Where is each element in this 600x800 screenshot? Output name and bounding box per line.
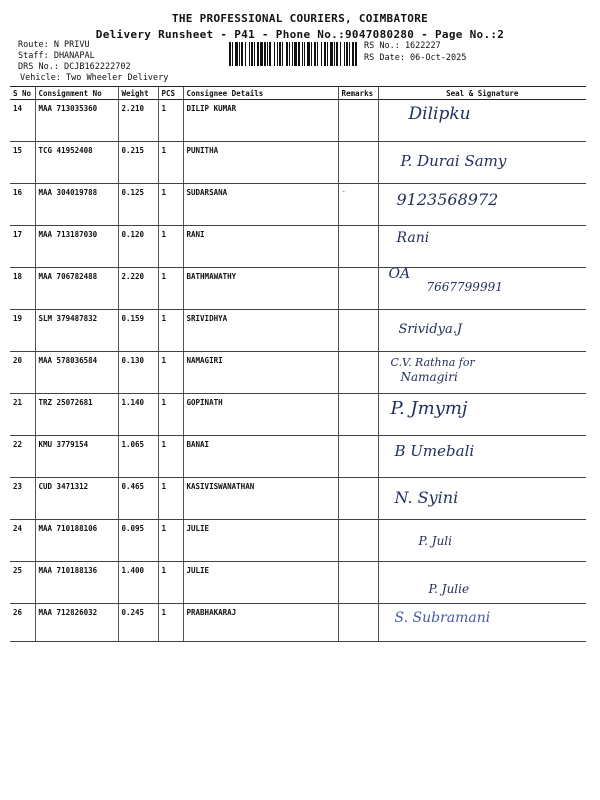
table-row — [10, 562, 586, 604]
table-row — [10, 394, 586, 436]
col-header-sno: S No — [10, 87, 35, 100]
cell-weight: 0.215 — [118, 142, 158, 184]
cell-pcs: 1 — [158, 478, 183, 520]
cell-remarks — [338, 394, 378, 436]
cell-pcs: 1 — [158, 394, 183, 436]
cell-consignee: SRIVIDHYA — [183, 310, 338, 352]
cell-remarks — [338, 604, 378, 642]
cell-pcs: 1 — [158, 352, 183, 394]
document-title: THE PROFESSIONAL COURIERS, COIMBATORE — [171, 12, 429, 25]
cell-remarks — [338, 520, 378, 562]
handwritten-signature: Namagiri — [400, 370, 458, 384]
cell-remarks: - — [338, 184, 378, 226]
signature-cell — [378, 394, 586, 436]
cell-pcs: 1 — [158, 226, 183, 268]
staff-label: Staff: DHANAPAL — [18, 51, 95, 61]
cell-sno: 14 — [10, 100, 35, 142]
table-row — [10, 604, 586, 642]
cell-consignee: SUDARSANA — [183, 184, 338, 226]
handwritten-signature: OA — [388, 266, 411, 282]
cell-consignment: SLM 379487832 — [35, 310, 118, 352]
cell-pcs: 1 — [158, 310, 183, 352]
cell-weight: 2.220 — [118, 268, 158, 310]
cell-sno: 21 — [10, 394, 35, 436]
cell-sno: 23 — [10, 478, 35, 520]
handwritten-signature: P. Durai Samy — [400, 152, 507, 170]
cell-consignee: RANI — [183, 226, 338, 268]
table-row — [10, 184, 586, 226]
cell-pcs: 1 — [158, 520, 183, 562]
cell-consignee: BANAI — [183, 436, 338, 478]
cell-consignment: MAA 710188136 — [35, 562, 118, 604]
cell-consignee: JULIE — [183, 520, 338, 562]
cell-consignee: KASIVISWANATHAN — [183, 478, 338, 520]
cell-remarks — [338, 436, 378, 478]
cell-sno: 25 — [10, 562, 35, 604]
handwritten-signature: Srividya.J — [398, 322, 463, 337]
cell-consignee: DILIP KUMAR — [183, 100, 338, 142]
cell-consignment: KMU 3779154 — [35, 436, 118, 478]
cell-weight: 0.125 — [118, 184, 158, 226]
cell-remarks — [338, 226, 378, 268]
barcode — [229, 42, 357, 66]
table-row — [10, 352, 586, 394]
cell-pcs: 1 — [158, 436, 183, 478]
cell-pcs: 1 — [158, 100, 183, 142]
table-row — [10, 478, 586, 520]
rs-date: RS Date: 06-Oct-2025 — [364, 53, 467, 63]
table-row — [10, 226, 586, 268]
col-header-weight: Weight — [118, 87, 158, 100]
cell-weight: 0.120 — [118, 226, 158, 268]
document-subtitle: Delivery Runsheet - P41 - Phone No.:9047080280 - Page No.:2 — [95, 28, 505, 41]
cell-pcs: 1 — [158, 562, 183, 604]
handwritten-signature: S. Subramani — [394, 610, 491, 626]
cell-pcs: 1 — [158, 604, 183, 642]
cell-consignee: NAMAGIRI — [183, 352, 338, 394]
cell-pcs: 1 — [158, 268, 183, 310]
table-header-row — [10, 87, 586, 100]
col-header-consignment: Consignment No — [35, 87, 118, 100]
cell-sno: 19 — [10, 310, 35, 352]
cell-sno: 20 — [10, 352, 35, 394]
cell-weight: 0.095 — [118, 520, 158, 562]
cell-pcs: 1 — [158, 142, 183, 184]
cell-consignment: TRZ 25072681 — [35, 394, 118, 436]
cell-pcs: 1 — [158, 184, 183, 226]
table-row — [10, 310, 586, 352]
handwritten-signature: 7667799991 — [426, 280, 503, 294]
cell-weight: 0.130 — [118, 352, 158, 394]
cell-weight: 0.159 — [118, 310, 158, 352]
cell-weight: 0.245 — [118, 604, 158, 642]
cell-remarks — [338, 352, 378, 394]
signature-cell — [378, 604, 586, 642]
drs-number: DRS No.: DCJB162222702 — [18, 62, 131, 72]
cell-consignment: MAA 706782488 — [35, 268, 118, 310]
rs-number: RS No.: 1622227 — [364, 41, 441, 51]
cell-remarks — [338, 268, 378, 310]
cell-consignment: CUD 3471312 — [35, 478, 118, 520]
signature-cell — [378, 310, 586, 352]
signature-cell — [378, 100, 586, 142]
table-row — [10, 100, 586, 142]
cell-weight: 1.065 — [118, 436, 158, 478]
cell-remarks — [338, 142, 378, 184]
cell-weight: 0.465 — [118, 478, 158, 520]
cell-consignment: TCG 41952408 — [35, 142, 118, 184]
handwritten-signature: 9123568972 — [396, 190, 499, 209]
col-header-pcs: PCS — [158, 87, 183, 100]
cell-consignee: PRABHAKARAJ — [183, 604, 338, 642]
cell-consignee: PUNITHA — [183, 142, 338, 184]
cell-weight: 1.140 — [118, 394, 158, 436]
cell-weight: 2.210 — [118, 100, 158, 142]
cell-sno: 16 — [10, 184, 35, 226]
signature-cell — [378, 184, 586, 226]
table-row — [10, 142, 586, 184]
cell-consignee: JULIE — [183, 562, 338, 604]
cell-consignment: MAA 578036584 — [35, 352, 118, 394]
col-header-signature: Seal & Signature — [378, 87, 586, 100]
handwritten-signature: P. Julie — [428, 582, 470, 596]
cell-sno: 26 — [10, 604, 35, 642]
cell-consignment: MAA 712826032 — [35, 604, 118, 642]
cell-sno: 15 — [10, 142, 35, 184]
handwritten-signature: B Umebali — [394, 442, 475, 460]
signature-cell — [378, 352, 586, 394]
cell-sno: 18 — [10, 268, 35, 310]
cell-remarks — [338, 562, 378, 604]
cell-consignment: MAA 713035360 — [35, 100, 118, 142]
cell-remarks — [338, 310, 378, 352]
cell-consignment: MAA 304019788 — [35, 184, 118, 226]
cell-remarks — [338, 478, 378, 520]
vehicle-label: Vehicle: Two Wheeler Delivery — [20, 73, 169, 83]
cell-sno: 22 — [10, 436, 35, 478]
signature-cell — [378, 520, 586, 562]
col-header-consignee: Consignee Details — [183, 87, 338, 100]
table-row — [10, 436, 586, 478]
signature-cell — [378, 436, 586, 478]
handwritten-signature: P. Juli — [418, 534, 452, 548]
cell-consignment: MAA 713187030 — [35, 226, 118, 268]
cell-weight: 1.400 — [118, 562, 158, 604]
table-row — [10, 520, 586, 562]
signature-cell — [378, 268, 586, 310]
signature-cell — [378, 478, 586, 520]
signature-cell — [378, 226, 586, 268]
cell-remarks — [338, 100, 378, 142]
signature-cell — [378, 142, 586, 184]
route-label: Route: N PRIVU — [18, 40, 90, 50]
table-row — [10, 268, 586, 310]
cell-consignee: GOPINATH — [183, 394, 338, 436]
cell-consignment: MAA 710188106 — [35, 520, 118, 562]
cell-consignee: BATHMAWATHY — [183, 268, 338, 310]
handwritten-signature: Rani — [396, 230, 430, 246]
handwritten-signature: Dilipku — [408, 104, 471, 124]
cell-sno: 17 — [10, 226, 35, 268]
handwritten-signature: N. Syini — [394, 488, 459, 507]
col-header-remarks: Remarks — [338, 87, 378, 100]
handwritten-signature: P. Jmymj — [390, 398, 468, 419]
cell-sno: 24 — [10, 520, 35, 562]
signature-cell — [378, 562, 586, 604]
runsheet-table — [10, 86, 586, 642]
handwritten-signature: C.V. Rathna for — [390, 356, 475, 369]
